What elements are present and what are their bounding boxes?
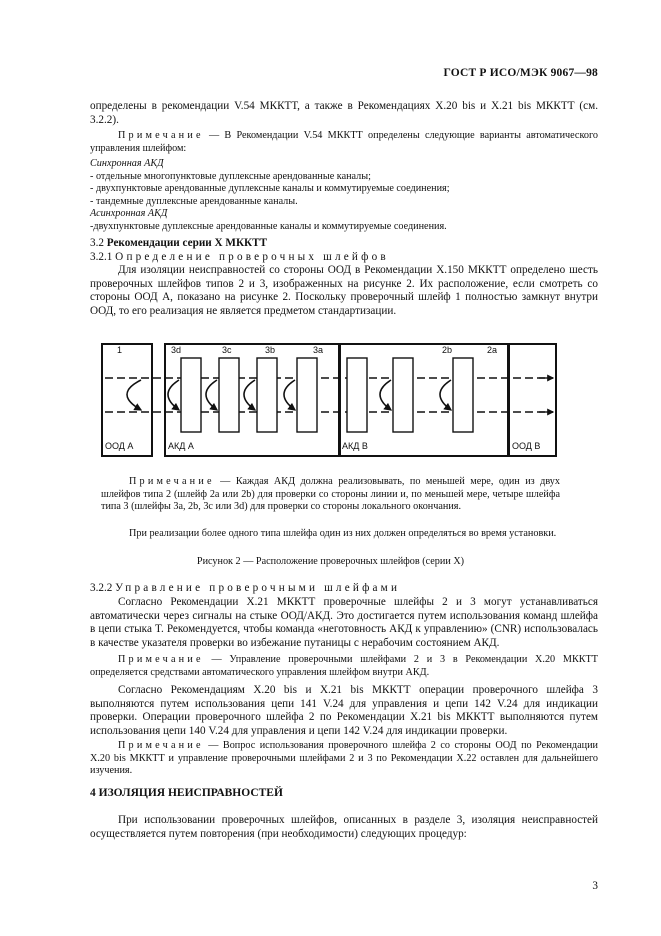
- list-item: - тандемные дуплексные арендованные каналы.: [90, 195, 298, 207]
- loop-label-2a: 2a: [487, 345, 498, 355]
- page-number: 3: [592, 880, 598, 892]
- loop-arc-3c: [206, 380, 217, 410]
- loop-arc-2a: [440, 380, 451, 410]
- loop-block-3d: [181, 358, 201, 432]
- loop-block-2b: [393, 358, 413, 432]
- note-text: — Управление проверочными шлейфами 2 и 3 в Рекомендации X.20 МККТТ определяется средствами автоматического управления шлейфом внутри АКД.: [90, 654, 598, 678]
- loop-arc-2b: [380, 380, 391, 410]
- note-text: — Каждая АКД должна реализовывать, по меньшей мере, один из двух шлейфов типа 2 (шлейф 2а или 2b) для проверки со стороны линии и, по меньшей мере, четыре шлейфа типа 3 (шлейфы 3а, 2b, 3c или 3d) для проверки со стороны локального окончания.: [101, 476, 560, 513]
- loop-block-2a: [453, 358, 473, 432]
- note-label: Примечание: [118, 654, 204, 665]
- loop-label-2b: 2b: [442, 345, 453, 355]
- section-4-heading: 4 ИЗОЛЯЦИЯ НЕИСПРАВНОСТЕЙ: [90, 787, 283, 799]
- note-text: — Вопрос использования проверочного шлейфа 2 со стороны ООД по Рекомендации X.20 bis МККТТ и управление проверочными шлейфами 2 и 3 по Рекомендации X.22 оставлен для дальнейшего изучения.: [90, 740, 598, 777]
- section-number: 3.2.2: [90, 582, 116, 594]
- loop-label-3d: 3d: [171, 345, 182, 355]
- note-v54: [90, 130, 598, 155]
- box-ood-a: [102, 344, 152, 456]
- figure-note: [101, 476, 560, 514]
- loop-label-3c: 3c: [222, 345, 232, 355]
- section-title: Рекомендации серии X МККТТ: [106, 237, 268, 249]
- paragraph-loops: Для изоляции неисправностей со стороны ООД в Рекомендации X.150 МККТТ определено шесть проверочных шлейфов типов 2 и 3, изображенных на рисунке 2. Их расположение, если смотреть со стороны ООД А, показано на рисунке 2. Поскольку проверочный шлейф 1 полностью замкнут внутри ООД, то его реализация не является предметом стандартизации.: [90, 264, 598, 317]
- section-number: 3.2: [90, 237, 107, 249]
- figure-note-2: При реализации более одного типа шлейфа один из них должен определяться во время установки.: [129, 528, 557, 539]
- note-x20: [90, 654, 598, 679]
- loop-block-3a: [297, 358, 317, 432]
- paragraph-x21: Согласно Рекомендации X.21 МККТТ проверочные шлейфы 2 и 3 могут устанавливаться автоматически через сигналы на стыке ООД/АКД. Это достигается путем использования команд шлейфа в цепи стыка T. Рекомендуется, чтобы команда «неготовность АКД к управлению» (CNR) использовалась в качестве указателя проверки во избежание путаницы с нерабочим состоянием АКД.: [90, 596, 598, 649]
- paragraph-continued: определены в рекомендации V.54 МККТТ, а также в Рекомендациях X.20 bis и X.21 bis МККТТ (см. 3.2.2).: [90, 100, 598, 126]
- loop-arc-1: [127, 380, 141, 410]
- async-title: Асинхронная АКД: [90, 208, 168, 220]
- box-label-akd-a: АКД А: [168, 441, 194, 451]
- note-x22: [90, 740, 598, 778]
- paragraph-x20bis: Согласно Рекомендациям X.20 bis и X.21 bis МККТТ операции проверочного шлейфа 3 выполняются путем использования цепи 141 V.24 для управления и цепи 142 V.24 для индикации проверки. Операции проверочного шлейфа 2 по Рекомендации X.21 bis МККТТ выполняются путем использования цепи 140 V.24 для управления и цепи 142 V.24 для индикации проверки.: [90, 684, 598, 737]
- note-label: Примечание: [118, 740, 204, 751]
- loop-label-3a: 3a: [313, 345, 324, 355]
- box-ood-b: [508, 344, 556, 456]
- box-label-ood-b: ООД В: [512, 441, 541, 451]
- figure-loop-diagram: [101, 336, 560, 461]
- section-3-2-1-heading: [90, 251, 598, 265]
- loop-arc-3a: [284, 380, 295, 410]
- loop-label-3b: 3b: [265, 345, 276, 355]
- loop-arc-3d: [168, 380, 179, 410]
- running-header: ГОСТ Р ИСО/МЭК 9067—98: [443, 67, 598, 79]
- section-title: Определение проверочных шлейфов: [115, 251, 389, 263]
- loop-block-3c: [219, 358, 239, 432]
- section-3-2-2-heading: [90, 582, 598, 596]
- loop-label-1: 1: [117, 345, 123, 355]
- figure-caption: Рисунок 2 — Расположение проверочных шлейфов (серии X): [196, 556, 465, 567]
- section-number: 3.2.1: [90, 251, 116, 263]
- section-title: Управление проверочными шлейфами: [115, 582, 401, 594]
- list-item: - двухпунктовые арендованные дуплексные каналы и коммутируемые соединения;: [90, 183, 450, 195]
- list-item: -двухпунктовые дуплексные арендованные каналы и коммутируемые соединения.: [90, 220, 447, 232]
- loop-arc-3b: [244, 380, 255, 410]
- loop-block-3b: [257, 358, 277, 432]
- section-3-2-heading: [90, 237, 598, 251]
- loop-block-left-b: [347, 358, 367, 432]
- box-label-akd-b: АКД В: [342, 441, 368, 451]
- sync-list: [90, 158, 598, 234]
- box-label-ood-a: ООД А: [105, 441, 134, 451]
- note-text: — В Рекомендации V.54 МККТТ определены следующие варианты автоматического управления шлейфом:: [90, 130, 598, 154]
- paragraph-fault-isolation: При использовании проверочных шлейфов, описанных в разделе 3, изоляция неисправностей осуществляется путем повторения (при необходимости) следующих процедур:: [90, 814, 598, 840]
- note-label: Примечание: [129, 476, 215, 487]
- list-item: - отдельные многопунктовые дуплексные арендованные каналы;: [90, 170, 371, 182]
- note-label: Примечание: [118, 130, 204, 141]
- sync-title: Синхронная АКД: [90, 158, 164, 169]
